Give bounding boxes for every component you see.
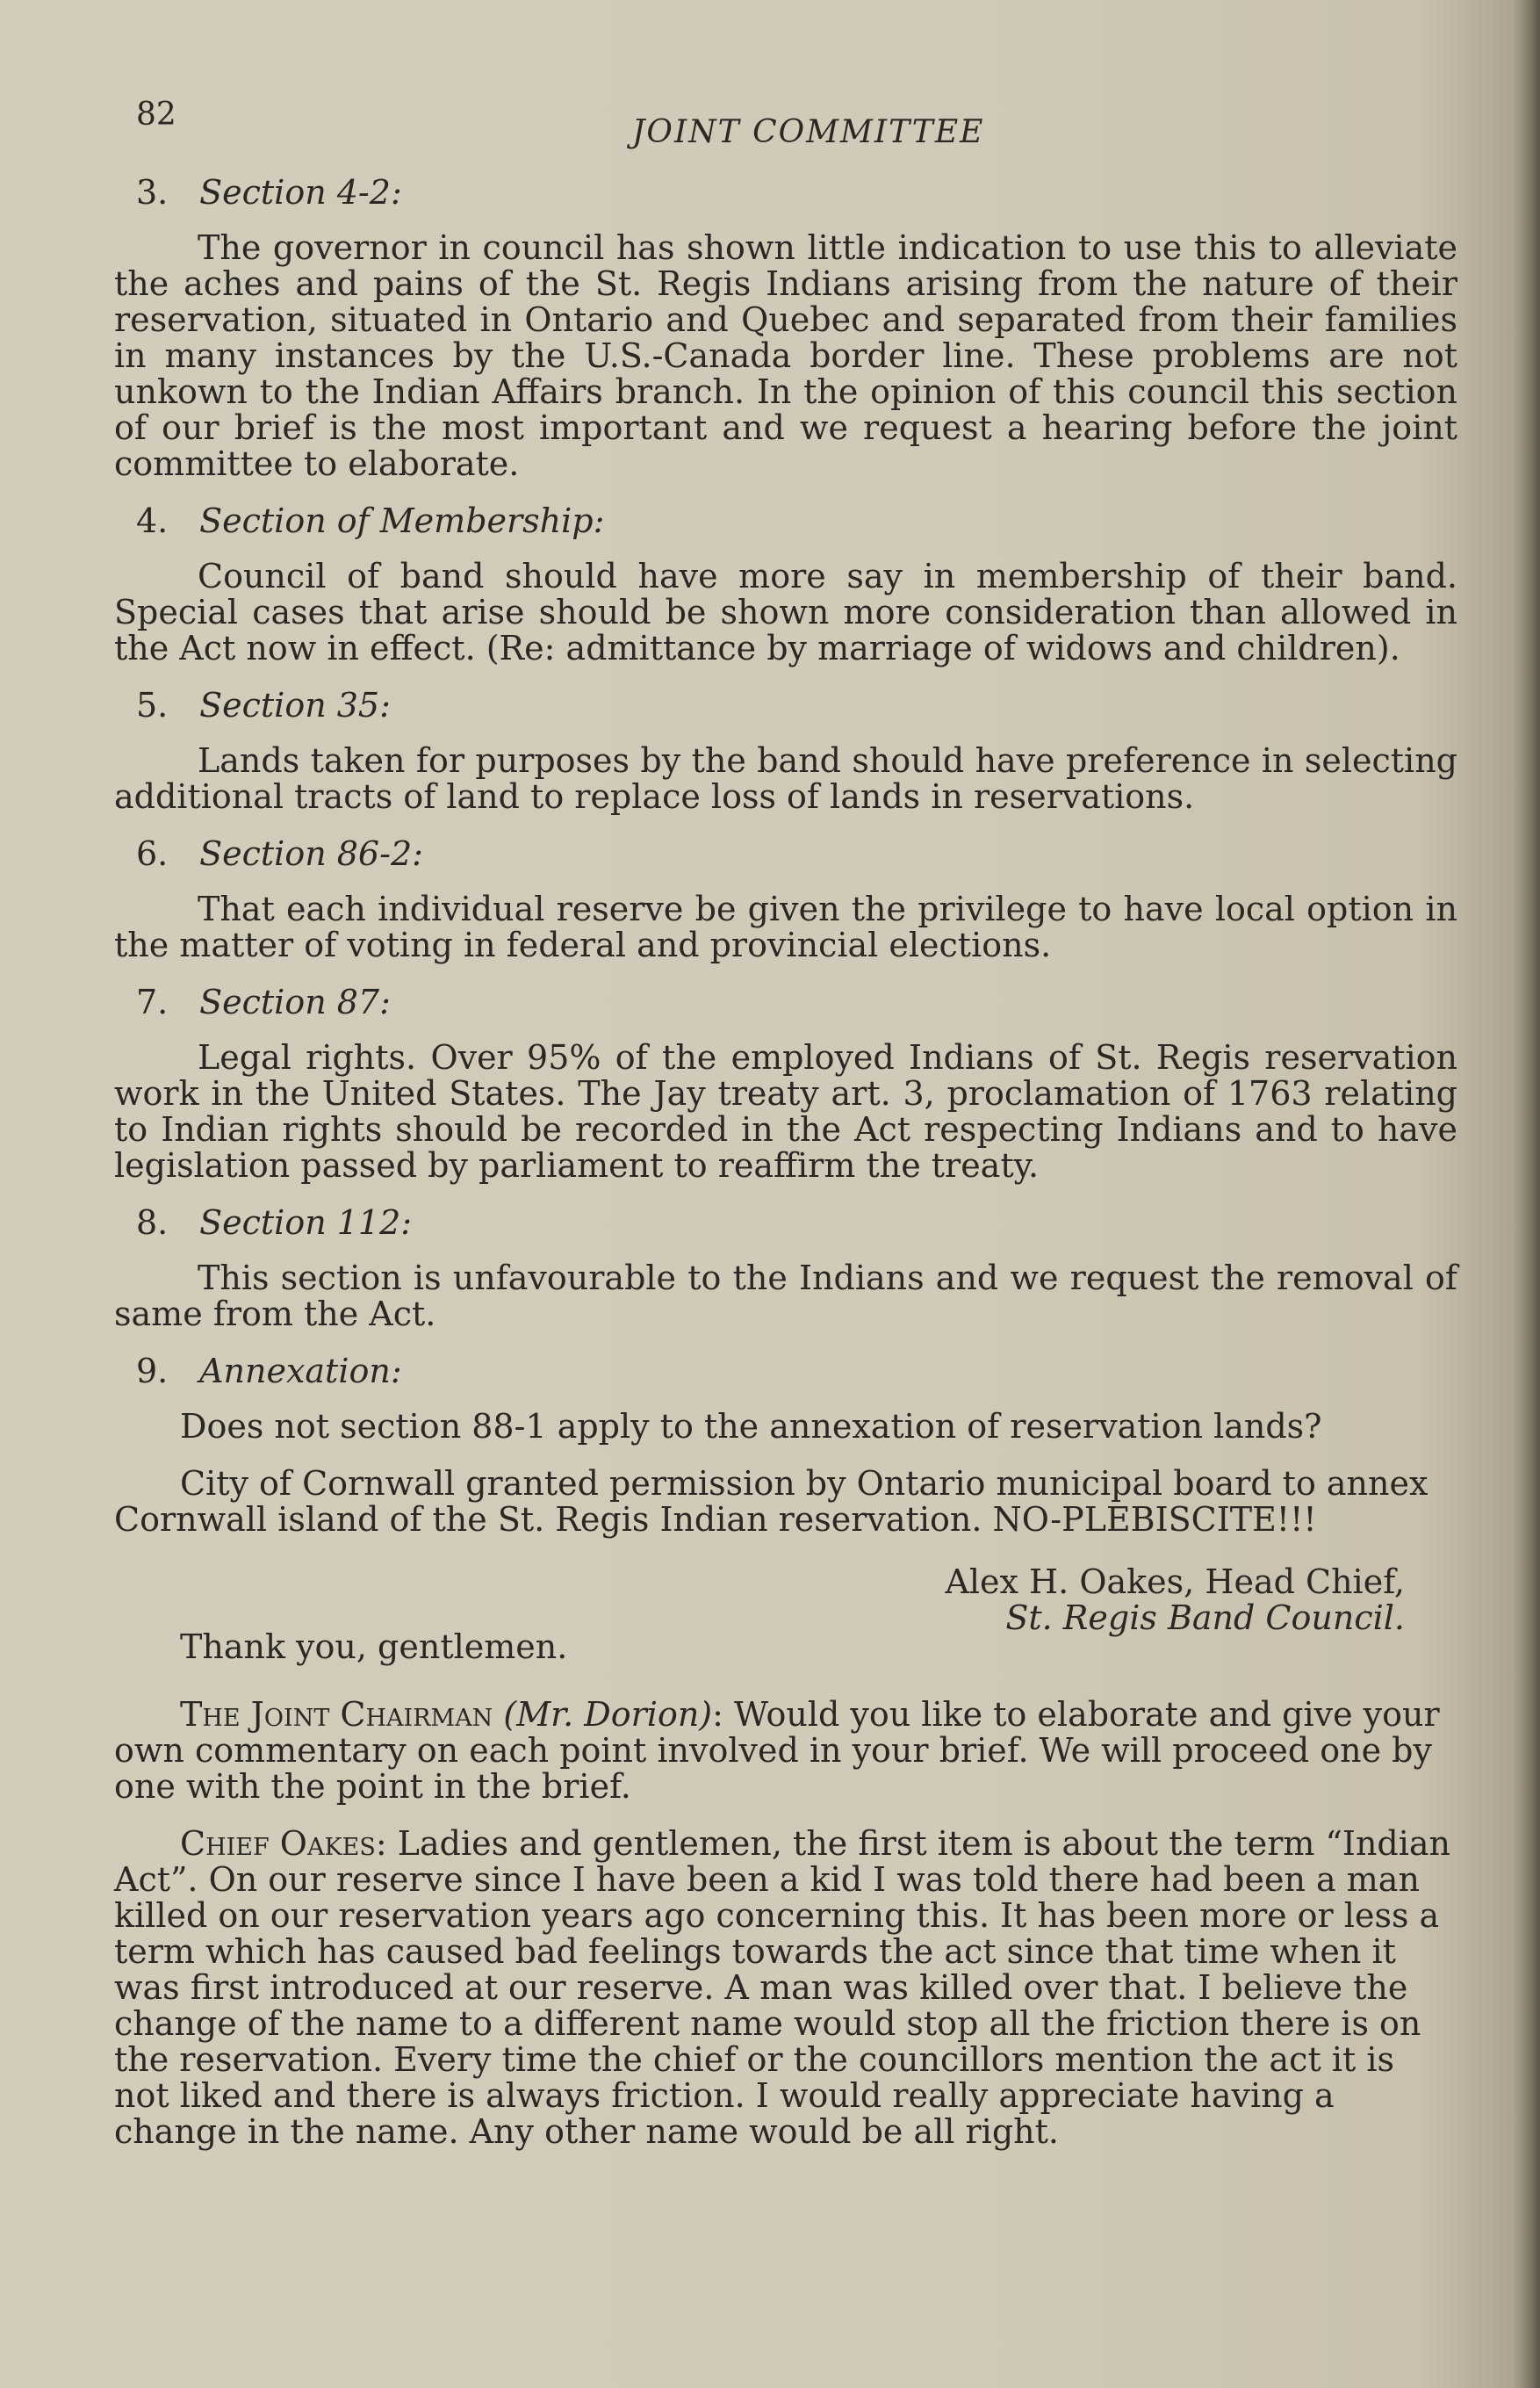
section-heading	[136, 836, 1457, 872]
section-number: 6.	[136, 834, 169, 873]
section-heading	[136, 503, 1457, 539]
section-title: Section 87:	[199, 983, 391, 1021]
section-heading	[136, 1205, 1457, 1241]
section-number: 9.	[136, 1352, 169, 1390]
page-edge-shadow	[1514, 0, 1540, 2388]
section-number: 3.	[136, 173, 169, 212]
section-title: Section 35:	[199, 686, 391, 725]
signatory-name: Alex H. Oakes, Head Chief,	[945, 1562, 1405, 1601]
section-heading	[136, 688, 1457, 724]
section-number: 7.	[136, 983, 169, 1021]
running-title: JOINT COMMITTEE	[632, 114, 985, 150]
section-paragraph: City of Cornwall granted permission by Ontario municipal board to annex Cornwall island of the St. Regis Indian reservation. NO-PLEBISCITE!!!	[114, 1464, 1428, 1539]
dialogue-text: : Would you like to elaborate and give your own commentary on each point involved in your brief. We will proceed one by one with the point in the brief.	[114, 1695, 1440, 1806]
section-paragraph: Legal rights. Over 95% of the employed Indians of St. Regis reservation work in the United States. The Jay treaty art. 3, proclamation of 1763 relating to Indian rights should be recorded in the Act respecting Indians and to have legislation passed by parliament to reaffirm the treaty.	[114, 1038, 1457, 1185]
section-paragraph: The governor in council has shown little indication to use this to alleviate the aches and pains of the St. Regis Indians arising from the nature of their reservation, situated in Ontario and Quebec and separated from their families in many instances by the U.S.-Canada border line. These problems are not unkown to the Indian Affairs branch. In the opinion of this council this section of our brief is the most important and we request a hearing before the joint committee to elaborate.	[114, 228, 1457, 483]
section-number: 8.	[136, 1203, 169, 1242]
section-title: Section 86-2:	[199, 834, 423, 873]
section-paragraph: Council of band should have more say in membership of their band. Special cases that arise should be shown more consideration than allowed in the Act now in effect. (Re: admittance by marriage of widows and children).	[114, 557, 1457, 667]
dialogue-paragraph	[114, 1826, 1457, 2150]
section-title: Section 4-2:	[199, 173, 402, 212]
section-number: 4.	[136, 501, 169, 540]
speaker-note: (Mr. Dorion)	[503, 1695, 713, 1734]
section-paragraph: That each individual reserve be given the privilege to have local option in the matter of voting in federal and provincial elections.	[114, 890, 1457, 964]
section-title: Annexation:	[199, 1352, 402, 1390]
page-content	[114, 92, 1457, 2171]
section-heading	[136, 985, 1457, 1021]
section-paragraph: Lands taken for purposes by the band should have preference in selecting additional tracts of land to replace loss of lands in reservations.	[114, 741, 1457, 816]
dialogue-text: : Ladies and gentlemen, the first item is about the term “Indian Act”. On our reserve since I have been a kid I was told there had been a man killed on our reservation years ago concerning this. It has been more or less a term which has caused bad feelings towards the act since that time when it was first introduced at our reserve. A man was killed over that. I believe the change of the name to a different name would stop all the friction there is on the reservation. Every time the chief or the councillors mention the act it is not liked and there is always friction. I would really appreciate having a change in the name. Any other name would be all right.	[114, 1824, 1451, 2151]
dialogue-paragraph	[114, 1697, 1457, 1805]
section-paragraph: Does not section 88-1 apply to the annexation of reservation lands?	[180, 1407, 1322, 1446]
signature-block	[114, 1564, 1457, 1636]
section-title: Section 112:	[199, 1203, 413, 1242]
page-number: 82	[136, 97, 176, 133]
signatory-title: St. Regis Band Council.	[1005, 1598, 1405, 1637]
closing-thanks: Thank you, gentlemen.	[180, 1627, 568, 1666]
section-paragraph: This section is unfavourable to the Indians and we request the removal of same from the Act.	[114, 1259, 1457, 1333]
section-heading	[136, 1353, 1457, 1389]
section-title: Section of Membership:	[199, 501, 605, 540]
speaker-name: Chief Oakes	[180, 1824, 376, 1863]
section-heading	[136, 175, 1457, 211]
page-header	[114, 92, 1457, 154]
speaker-name: The Joint Chairman	[180, 1695, 493, 1734]
section-number: 5.	[136, 686, 169, 725]
